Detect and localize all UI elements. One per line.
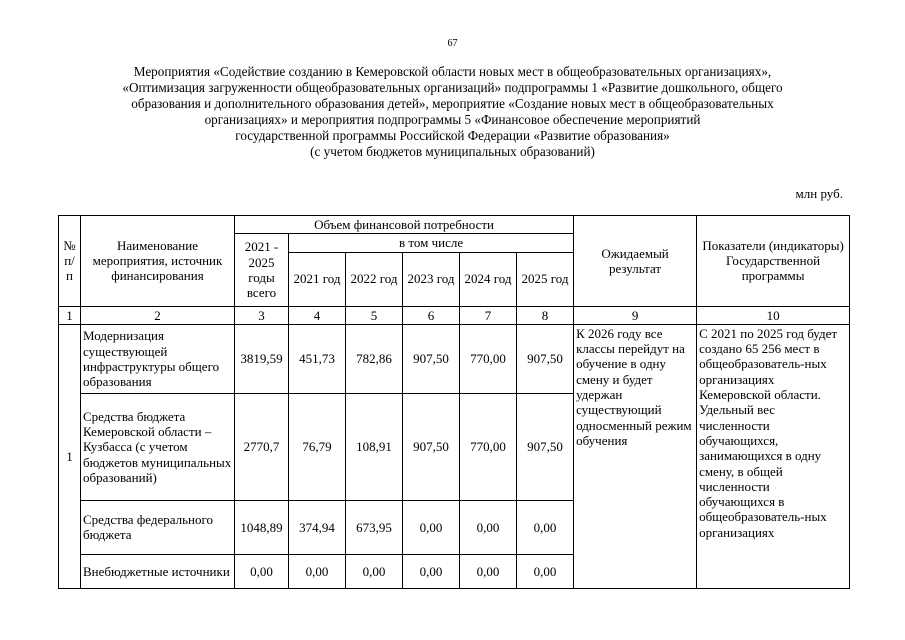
- value-2025: 0,00: [517, 500, 574, 554]
- title-line: (с учетом бюджетов муниципальных образований): [310, 144, 595, 159]
- header-including: в том числе: [289, 234, 574, 252]
- title-line: организациях» и мероприятия подпрограммы 5 «Финансовое обеспечение мероприятий: [204, 112, 701, 127]
- title-line: «Оптимизация загруженности общеобразовательных организаций» подпрограммы 1 «Развитие дошкольного, общего: [122, 80, 783, 95]
- expected-result: К 2026 году все классы перейдут на обучение в одну смену и будет удержан существующий односменный режим обучения: [574, 324, 697, 588]
- page-number: 67: [447, 38, 458, 49]
- header-total: 2021 - 2025 годы всего: [235, 234, 289, 306]
- header-year-2025: 2025 год: [517, 252, 574, 306]
- header-year-2022: 2022 год: [346, 252, 403, 306]
- value-2022: 0,00: [346, 554, 403, 588]
- document-title: [60, 64, 845, 160]
- units-label: млн руб.: [795, 186, 843, 201]
- value-2023: 0,00: [403, 500, 460, 554]
- value-2023: 0,00: [403, 554, 460, 588]
- value-2022: 782,86: [346, 324, 403, 393]
- value-2024: 0,00: [460, 554, 517, 588]
- value-total: 3819,59: [235, 324, 289, 393]
- column-number: 6: [403, 306, 460, 324]
- value-total: 2770,7: [235, 393, 289, 500]
- row-name: Модернизация существующей инфраструктуры общего образования: [81, 324, 235, 393]
- row-name: Средства бюджета Кемеровской области – Кузбасса (с учетом бюджетов муниципальных образований): [81, 393, 235, 500]
- value-2024: 770,00: [460, 324, 517, 393]
- header-no: № п/п: [59, 216, 81, 307]
- column-number: 5: [346, 306, 403, 324]
- value-total: 1048,89: [235, 500, 289, 554]
- value-2022: 673,95: [346, 500, 403, 554]
- row-name: Внебюджетные источники: [81, 554, 235, 588]
- value-2025: 907,50: [517, 324, 574, 393]
- header-result: Ожидаемый результат: [574, 216, 697, 307]
- row-number: 1: [59, 324, 81, 588]
- column-number: 3: [235, 306, 289, 324]
- header-year-2024: 2024 год: [460, 252, 517, 306]
- value-2024: 0,00: [460, 500, 517, 554]
- column-number: 8: [517, 306, 574, 324]
- indicators: С 2021 по 2025 год будет создано 65 256 мест в общеобразователь-ных организациях Кемеровской области. Удельный вес численности обучающихся, занимающихся в одну смену, в общей численности обучающихся в общеобразователь-ных организациях: [697, 324, 850, 588]
- column-number: 10: [697, 306, 850, 324]
- title-line: Мероприятия «Содействие созданию в Кемеровской области новых мест в общеобразовательных организациях»,: [133, 64, 772, 79]
- value-2021: 374,94: [289, 500, 346, 554]
- header-year-2023: 2023 год: [403, 252, 460, 306]
- title-line: государственной программы Российской Федерации «Развитие образования»: [235, 128, 670, 143]
- value-2023: 907,50: [403, 324, 460, 393]
- title-line: образования и дополнительного образования детей», мероприятие «Создание новых мест в общеобразовательных: [131, 96, 774, 111]
- column-number: 1: [59, 306, 81, 324]
- value-2021: 76,79: [289, 393, 346, 500]
- column-number: 9: [574, 306, 697, 324]
- column-number: 7: [460, 306, 517, 324]
- header-indicators: Показатели (индикаторы) Государственной программы: [697, 216, 850, 307]
- column-number: 4: [289, 306, 346, 324]
- value-2024: 770,00: [460, 393, 517, 500]
- value-2025: 907,50: [517, 393, 574, 500]
- value-2021: 451,73: [289, 324, 346, 393]
- row-name: Средства федерального бюджета: [81, 500, 235, 554]
- header-name: Наименование мероприятия, источник финансирования: [81, 216, 235, 307]
- column-number-row: [59, 306, 850, 324]
- table-row: [59, 324, 850, 393]
- header-volume: Объем финансовой потребности: [235, 216, 574, 234]
- column-number: 2: [81, 306, 235, 324]
- value-total: 0,00: [235, 554, 289, 588]
- value-2022: 108,91: [346, 393, 403, 500]
- value-2025: 0,00: [517, 554, 574, 588]
- header-year-2021: 2021 год: [289, 252, 346, 306]
- value-2023: 907,50: [403, 393, 460, 500]
- value-2021: 0,00: [289, 554, 346, 588]
- financing-table: [58, 215, 850, 589]
